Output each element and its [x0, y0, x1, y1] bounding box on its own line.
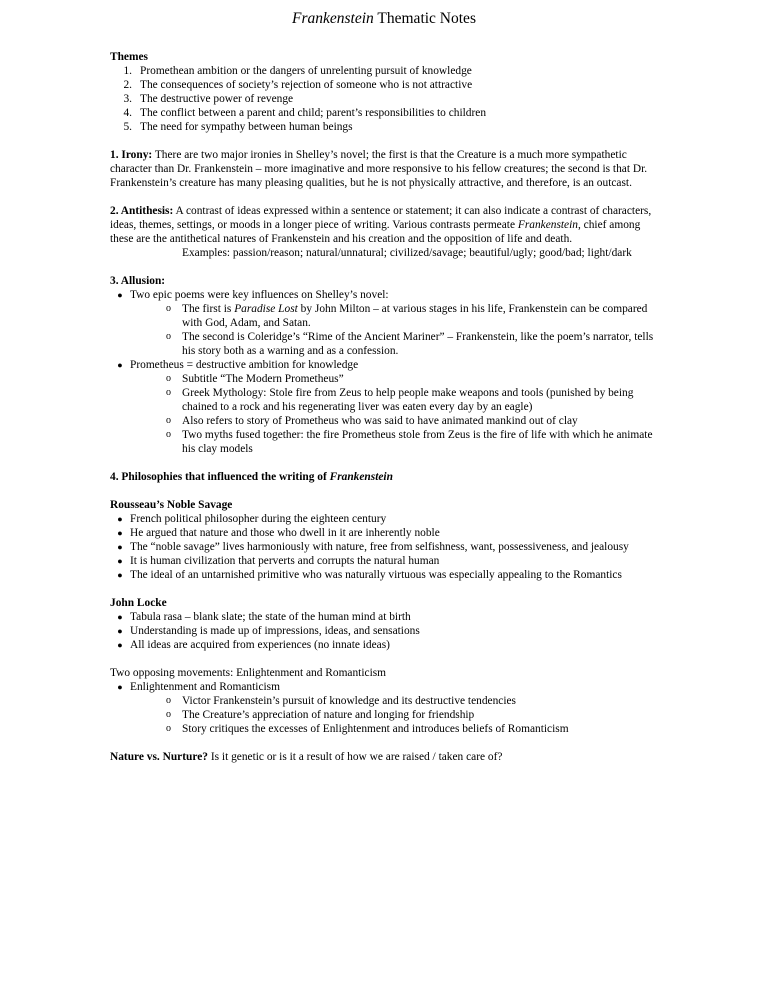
bullet-icon: ●	[117, 570, 123, 580]
list-item: o Two myths fused together: the fire Prometheus stole from Zeus is the fire of life with which he animate his clay models	[166, 429, 653, 455]
list-item: ● French political philosopher during the eighteen century	[110, 512, 658, 526]
list-item: 4. The conflict between a parent and child; parent’s responsibilities to children	[123, 107, 487, 119]
list-item: o Victor Frankenstein’s pursuit of knowledge and its destructive tendencies	[166, 695, 516, 707]
themes-section	[110, 50, 658, 134]
bullet-icon: ●	[117, 640, 123, 650]
movements-intro: Two opposing movements: Enlightenment and Romanticism	[110, 667, 387, 679]
circle-bullet-icon: o	[166, 387, 171, 398]
list-item: o Subtitle “The Modern Prometheus”	[166, 373, 344, 385]
list-item: o The Creature’s appreciation of nature and longing for friendship	[166, 709, 475, 721]
antithesis-examples: Examples: passion/reason; natural/unnatural; civilized/savage; beautiful/ugly; good/bad; light/dark	[182, 247, 632, 259]
bullet-icon: ●	[117, 612, 123, 622]
list-item: ● It is human civilization that perverts and corrupts the natural human	[110, 554, 658, 568]
list-item: o Story critiques the excesses of Enlightenment and introduces beliefs of Romanticism	[166, 723, 569, 735]
philosophies-heading: 4. Philosophies that influenced the writing of Frankenstein	[110, 471, 393, 483]
list-item: ● Two epic poems were key influences on Shelley’s novel:	[110, 288, 658, 302]
allusion-heading: 3. Allusion:	[110, 275, 166, 287]
list-item: 1. Promethean ambition or the dangers of unrelenting pursuit of knowledge	[123, 65, 472, 77]
list-item: ● He argued that nature and those who dwell in it are inherently noble	[110, 526, 658, 540]
allusion-section	[110, 274, 658, 456]
irony-section	[110, 148, 658, 190]
list-item: 5. The need for sympathy between human beings	[123, 121, 353, 133]
antithesis-paragraph: 2. Antithesis: A contrast of ideas expressed within a sentence or statement; it can also indicate a contrast of characters, ideas, themes, settings, or moods in a longer piece of writing. Various contrasts permeate Frankenstein, chief among these are the antithetical natures of Frankenstein and his creation and the opposition of life and death.	[110, 205, 652, 245]
list-item: o The second is Coleridge’s “Rime of the Ancient Mariner” – Frankenstein, like the poem’s narrator, tells his story both as a warning and as a confession.	[166, 331, 654, 357]
list-item: ● Understanding is made up of impressions, ideas, and sensations	[110, 624, 658, 638]
list-item: 2. The consequences of society’s rejection of someone who is not attractive	[123, 79, 473, 91]
circle-bullet-icon: o	[166, 303, 171, 314]
page-title: Frankenstein Thematic Notes	[292, 10, 476, 27]
bullet-icon: ●	[117, 528, 123, 538]
circle-bullet-icon: o	[166, 695, 171, 706]
list-item: o Also refers to story of Prometheus who was said to have animated mankind out of clay	[166, 415, 578, 427]
circle-bullet-icon: o	[166, 373, 171, 384]
philosophies-section	[110, 470, 658, 484]
locke-section	[110, 596, 658, 652]
bullet-icon: ●	[117, 556, 123, 566]
list-item: ● The “noble savage” lives harmoniously with nature, free from selfishness, want, possessiveness, and jealousy	[110, 540, 658, 554]
list-item: ● Enlightenment and Romanticism	[110, 680, 658, 694]
nature-section	[110, 750, 658, 764]
list-item: ● The ideal of an untarnished primitive who was naturally virtuous was especially appealing to the Romantics	[110, 568, 658, 582]
bullet-icon: ●	[117, 290, 123, 300]
list-item: o The first is Paradise Lost by John Milton – at various stages in his life, Frankenstein can be compared with God, Adam, and Satan.	[166, 303, 648, 329]
list-item: ● All ideas are acquired from experiences (no innate ideas)	[110, 638, 658, 652]
list-item: o Greek Mythology: Stole fire from Zeus to help people make weapons and tools (punished by being chained to a rock and his regenerating liver was eaten every day by an eagle)	[166, 387, 634, 413]
antithesis-section	[110, 204, 658, 260]
nature-paragraph: Nature vs. Nurture? Is it genetic or is it a result of how we are raised / taken care of?	[110, 751, 503, 763]
circle-bullet-icon: o	[166, 723, 171, 734]
locke-heading: John Locke	[110, 597, 167, 609]
bullet-icon: ●	[117, 514, 123, 524]
circle-bullet-icon: o	[166, 429, 171, 440]
list-item: ● Prometheus = destructive ambition for knowledge	[110, 358, 658, 372]
bullet-icon: ●	[117, 626, 123, 636]
bullet-icon: ●	[117, 360, 123, 370]
rousseau-heading: Rousseau’s Noble Savage	[110, 499, 233, 511]
bullet-icon: ●	[117, 682, 123, 692]
list-item: 3. The destructive power of revenge	[123, 93, 294, 105]
rousseau-section	[110, 498, 658, 582]
circle-bullet-icon: o	[166, 331, 171, 342]
circle-bullet-icon: o	[166, 709, 171, 720]
movements-section	[110, 666, 658, 736]
list-item: ● Tabula rasa – blank slate; the state of the human mind at birth	[110, 610, 658, 624]
circle-bullet-icon: o	[166, 415, 171, 426]
irony-paragraph: 1. Irony: There are two major ironies in Shelley’s novel; the first is that the Creature is a much more sympathetic character than Dr. Frankenstein – more imaginative and more responsive to his fellow creatures; the second is that Dr. Frankenstein’s creature has many pleasing qualities, but he is not physically attractive, and therefore, is an outcast.	[110, 149, 648, 189]
themes-heading: Themes	[110, 51, 148, 63]
bullet-icon: ●	[117, 542, 123, 552]
themes-list	[110, 64, 658, 134]
